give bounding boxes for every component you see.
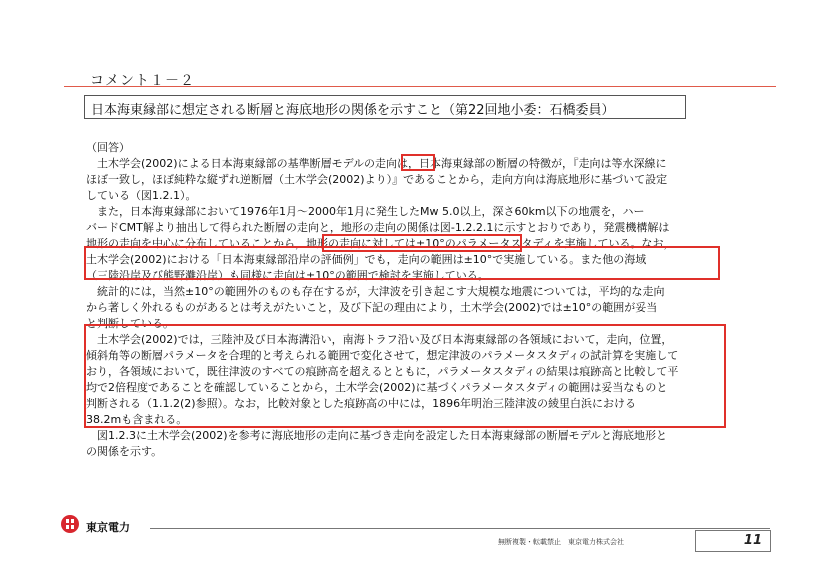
answer-line: 図1.2.3に土木学会(2002)を参考に海底地形の走向に基づき走向を設定した日本海東縁部の断層モデルと海底地形と (86, 429, 668, 442)
answer-line: の関係を示す。 (86, 445, 163, 458)
answer-line: している（図1.2.1）。 (86, 189, 197, 202)
answer-line: 地形の走向を中心に分布していることから，地形の走向に対しては±10°のパラメータスタディを実施している。なお， (86, 237, 675, 250)
page-number-box (695, 530, 771, 552)
highlight-jsce-reasoning (84, 324, 726, 428)
copyright-text: 無断複製・転載禁止 東京電力株式会社 (498, 538, 624, 546)
answer-line: 土木学会(2002)では，三陸沖及び日本海溝沿い，南海トラフ沿い及び日本海東縁部の各領域において，走向，位置， (86, 333, 673, 346)
answer-line: 38.2mも含まれる。 (86, 413, 188, 426)
highlight-strike-word (401, 154, 435, 171)
answer-line: 土木学会(2002)による日本海東縁部の基準断層モデルの走向は，日本海東縁部の断層の特徴が，『走向は等水深線に (86, 157, 667, 170)
answer-line: 統計的には，当然±10°の範囲外のものも存在するが，大津波を引き起こす大規模な地震については，平均的な走向 (86, 285, 665, 298)
answer-line: （回答） (86, 141, 130, 154)
tepco-logo-icon (58, 514, 82, 536)
answer-line: 判断される（1.1.2(2)参照）。なお，比較対象とした痕跡高の中には，1896年明治三陸津波の綾里白浜における (86, 397, 637, 410)
comment-label: コメント１－２ (90, 73, 195, 89)
question-text: 日本海東縁部に想定される断層と海底地形の関係を示すこと（第22回地小委：石橋委員） (91, 103, 615, 118)
answer-line: また，日本海東縁部において1976年1月～2000年1月に発生したMw 5.0以上，深さ60km以下の地震を，ハー (86, 205, 645, 218)
question-box (84, 95, 686, 119)
answer-line: 均で2倍程度であることを確認していることから，土木学会(2002)に基づくパラメータスタディの範囲は妥当なものと (86, 381, 668, 394)
answer-line: 傾斜角等の断層パラメータを合理的と考えられる範囲で変化させて，想定津波のパラメータスタディの試計算を実施して (86, 349, 679, 362)
footer-rule (150, 528, 770, 529)
answer-line: バードCMT解より抽出して得られた断層の走向と，地形の走向の関係は図-1.2.2.1に示すとおりであり，発震機構解は (86, 221, 670, 234)
answer-line: おり，各領域において，既往津波のすべての痕跡高を超えるとともに，パラメータスタディの結果は痕跡高と比較して平 (86, 365, 679, 378)
page-number: 11 (743, 533, 762, 548)
answer-line: から著しく外れるものがあるとは考えがたいこと，及び下記の理由により，土木学会(2002)では±10°の範囲が妥当 (86, 301, 658, 314)
header-rule (64, 86, 776, 87)
brand-name: 東京電力 (86, 521, 130, 534)
answer-line: （三陸沿岸及び熊野灘沿岸）も同様に走向は±10°の範囲で検討を実施している。 (86, 269, 489, 282)
highlight-jsce-evaluation (84, 246, 720, 280)
answer-line: と判断している。 (86, 317, 174, 330)
answer-line: ほぼ一致し，ほぼ純粋な縦ずれ逆断層（土木学会(2002)より）』であることから，走向方向は海底地形に基づいて設定 (86, 173, 668, 186)
answer-line: 土木学会(2002)における「日本海東縁部沿岸の評価例」でも，走向の範囲は±10°で実施している。また他の海域 (86, 253, 647, 266)
